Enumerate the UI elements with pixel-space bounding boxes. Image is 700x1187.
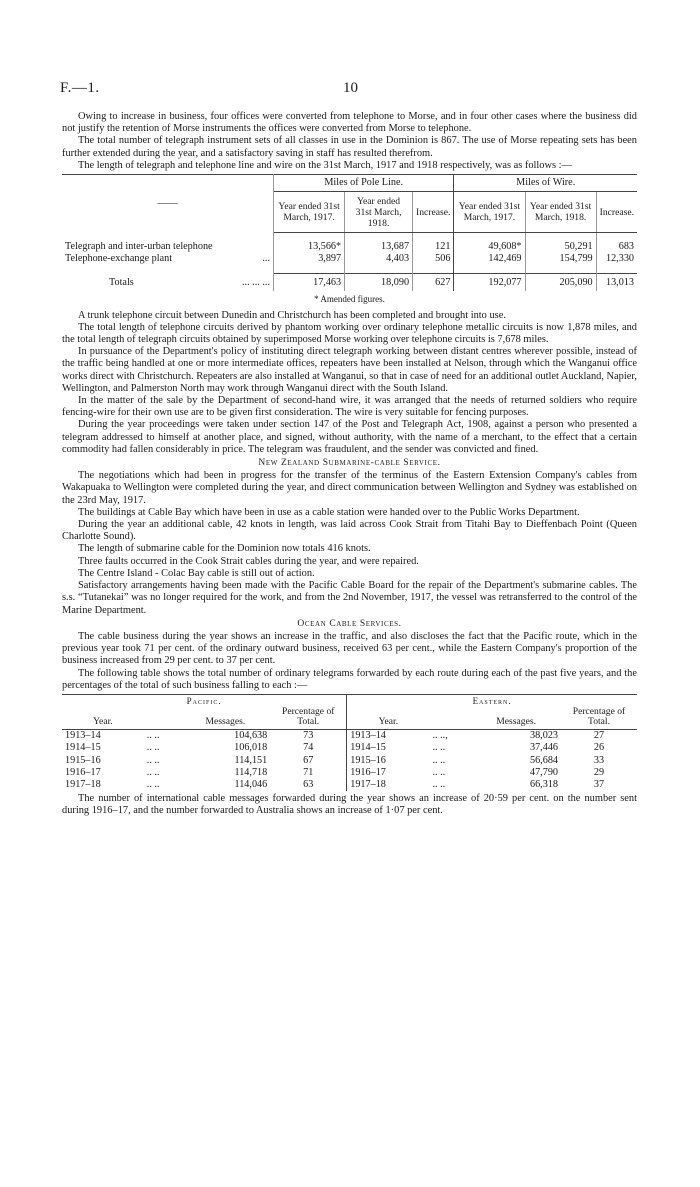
table-cell: 114,046 <box>234 778 268 790</box>
table-cell: 74 <box>270 742 347 754</box>
eastern-heading: Eastern. <box>347 694 637 707</box>
col-wire-1917: Year ended 31st March, 1917. <box>454 192 525 233</box>
col-percentage: Percentage of Total. <box>561 707 637 730</box>
table-cell: 63 <box>270 779 347 791</box>
table-cell: 37,446 <box>529 742 558 754</box>
table-cell: 18,090 <box>345 274 413 292</box>
table-cell: 106,018 <box>234 742 268 754</box>
col-wire-increase: Increase. <box>596 192 637 233</box>
paragraph: The cable business during the year shows an increase in the traffic, and also discloses the fact that the Pacific route, which in the previous year took 71 per cent. of the ordinary outward business, received 63 per cent., while the Eastern Company's proportion of the business increased from 29 per cent. to 37 per cent. <box>62 630 637 667</box>
paragraph: The buildings at Cable Bay which have been in use as a cable station were handed over to the Public Works Department. <box>78 506 580 518</box>
table-cell: 104,638 <box>234 730 268 742</box>
leader-dots: .. .. <box>432 742 446 754</box>
page-number: 10 <box>343 80 358 96</box>
table-cell: 3,897 <box>274 253 345 265</box>
table-row <box>62 241 637 253</box>
paragraph: The Centre Island - Colac Bay cable is still out of action. <box>78 567 315 579</box>
paragraph: In pursuance of the Department's policy of instituting direct telegraph working between distant centres wherever possible, instead of the traffic being handled at one or more intermediate offices, repeaters have been installed at Nelson, through which the Wanganui office works direct with Christchurch. Repeaters are also installed at Wanganui, so that in case of need for an additional outlet Auckland, Napier, Wellington, and Palmerston North may work through Wanganui direct with the South Island. <box>62 346 637 394</box>
table-cell: 506 <box>413 253 454 265</box>
paragraph: The number of international cable messages forwarded during the year shows an increase of 20·59 per cent. on the number sent during 1916–17, and the number forwarded to Australia shows an increase of 1·07 per cent. <box>62 793 637 817</box>
table-cell: 27 <box>593 730 605 742</box>
section-heading-nz-submarine: New Zealand Submarine-cable Service. <box>258 458 441 469</box>
table-cell: 683 <box>618 241 634 253</box>
table-cell: 192,077 <box>454 274 525 292</box>
row-label: Telephone-exchange plant <box>65 253 173 265</box>
col-pole-1918: Year ended 31st March, 1918. <box>345 192 413 233</box>
section-heading-ocean-cable: Ocean Cable Services. <box>297 618 402 629</box>
paragraph: During the year an additional cable, 42 knots in length, was laid across Cook Strait from Titahi Bay to Dieffenbach Point (Queen Charlotte Sound). <box>62 519 637 543</box>
table-row <box>62 742 637 754</box>
table-cell: 154,799 <box>525 253 596 265</box>
table-row <box>62 253 637 265</box>
table-cell: 13,566* <box>274 241 345 253</box>
table-cell: 627 <box>413 274 454 292</box>
leader-dots: .. .., <box>432 730 448 742</box>
paragraph: Owing to increase in business, four offices were converted from telephone to Morse, and in four other cases where the business did not justify the retention of Morse instruments the offices were converted from Morse to telephone. <box>62 111 637 135</box>
table-cell: 1917–18 <box>350 778 386 790</box>
leader-dots: .. .. <box>146 730 160 742</box>
paragraph: The total number of telegraph instrument sets of all classes in use in the Dominion is 867. The use of Morse repeating sets has been further extended during the year, and a satisfactory saving in staff has resulted therefrom. <box>62 135 637 159</box>
table-cell: 26 <box>593 742 605 754</box>
col-percentage: Percentage of Total. <box>270 707 347 730</box>
row-leader: ... <box>262 253 270 265</box>
wire-group-header: Miles of Wire. <box>454 175 637 192</box>
table-cell: 1917–18 <box>65 778 101 790</box>
col-year: Year. <box>347 707 430 730</box>
totals-label: Totals <box>109 276 134 288</box>
row-leader: ... ... ... <box>241 276 270 288</box>
blank-header: —— <box>62 175 274 233</box>
table-row <box>62 755 637 767</box>
table-cell: 1914–15 <box>65 742 101 754</box>
table-cell: 73 <box>270 730 347 743</box>
table-footnote: * Amended figures. <box>314 294 385 305</box>
leader-dots: .. .. <box>432 766 446 778</box>
paragraph: The following table shows the total number of ordinary telegrams forwarded by each route during each of the past five years, and the percentages of the total of such business falling to each :— <box>62 667 637 691</box>
paragraph: The negotiations which had been in progress for the transfer of the terminus of the Eastern Extension Company's cables from Wakapuaka to Wellington were completed during the year, and direct communication between Wellington and Sydney was established on the 23rd May, 1917. <box>62 470 637 506</box>
table-cell: 4,403 <box>345 253 413 265</box>
table-cell: 37 <box>593 778 605 790</box>
leader-dots: .. .. <box>432 754 446 766</box>
table-row <box>62 779 637 791</box>
table-cell: 13,687 <box>345 241 413 253</box>
table-cell: 29 <box>593 766 605 778</box>
table-cell: 1916–17 <box>350 766 386 778</box>
line-and-wire-table <box>62 174 637 291</box>
table-cell: 114,718 <box>234 766 268 778</box>
table-cell: 33 <box>593 754 605 766</box>
paragraph: A trunk telephone circuit between Dunedin and Christchurch has been completed and brought into use. <box>78 309 506 321</box>
table-cell: 50,291 <box>525 241 596 253</box>
cable-route-table <box>62 694 637 791</box>
table-cell: 71 <box>270 767 347 779</box>
col-pole-1917: Year ended 31st March, 1917. <box>274 192 345 233</box>
leader-dots: .. .. <box>146 766 160 778</box>
table-cell: 1916–17 <box>65 766 101 778</box>
col-wire-1918: Year ended 31st March, 1918. <box>525 192 596 233</box>
col-year: Year. <box>62 707 144 730</box>
table-row <box>62 767 637 779</box>
table-cell: 67 <box>270 755 347 767</box>
page-body <box>62 111 637 818</box>
row-label: Telegraph and inter-urban telephone <box>65 241 213 253</box>
paragraph: During the year proceedings were taken under section 147 of the Post and Telegraph Act, 1908, against a person who presented a telegram addressed to himself at another place, and signed, without authority, with the name of a merchant, to the effect that a certain commodity had fallen considerably in price. The telegram was fraudulent, and the sender was convicted and fined. <box>62 419 637 455</box>
paragraph: In the matter of the sale by the Department of second-hand wire, it was arranged that the needs of returned soldiers who require fencing-wire for their own use are to be given first consideration. The wire is very suitable for fencing purposes. <box>62 395 637 419</box>
col-messages: Messages. <box>181 707 271 730</box>
report-reference: F.—1. <box>60 80 100 96</box>
table-cell: 1913–14 <box>350 730 386 742</box>
table-cell: 17,463 <box>274 274 345 292</box>
pole-line-group-header: Miles of Pole Line. <box>274 175 454 192</box>
table-cell: 13,013 <box>596 274 637 292</box>
col-pole-increase: Increase. <box>413 192 454 233</box>
table-cell: 1914–15 <box>350 742 386 754</box>
leader-dots: .. .. <box>146 778 160 790</box>
table-cell: 121 <box>413 241 454 253</box>
totals-row <box>62 274 637 292</box>
table-cell: 49,608* <box>454 241 525 253</box>
paragraph: Satisfactory arrangements having been made with the Pacific Cable Board for the repair of the Department's submarine cables. The s.s. “Tutanekai” was no longer required for the work, and from the 2nd November, 1917, the vessel was retransferred to the control of the Marine Department. <box>62 580 637 616</box>
table-cell: 205,090 <box>525 274 596 292</box>
leader-dots: .. .. <box>432 778 446 790</box>
leader-dots: .. .. <box>146 742 160 754</box>
col-messages: Messages. <box>471 707 561 730</box>
table-cell: 66,318 <box>529 778 558 790</box>
table-cell: 1915–16 <box>65 754 101 766</box>
table-cell: 114,151 <box>234 754 268 766</box>
pacific-heading: Pacific. <box>62 694 347 707</box>
table-cell: 56,684 <box>529 754 558 766</box>
table-cell: 12,330 <box>605 253 634 265</box>
table-cell: 1915–16 <box>350 754 386 766</box>
table-cell: 47,790 <box>529 766 558 778</box>
table-cell: 1913–14 <box>65 730 101 742</box>
table-row <box>62 730 637 743</box>
leader-dots: .. .. <box>146 754 160 766</box>
table-cell: 38,023 <box>529 730 558 742</box>
paragraph: Three faults occurred in the Cook Strait cables during the year, and were repaired. <box>78 555 419 567</box>
paragraph: The length of telegraph and telephone line and wire on the 31st March, 1917 and 1918 respectively, was as follows :— <box>78 159 572 171</box>
paragraph: The length of submarine cable for the Dominion now totals 416 knots. <box>78 543 371 555</box>
table-cell: 142,469 <box>454 253 525 265</box>
paragraph: The total length of telephone circuits derived by phantom working over ordinary telephone metallic circuits is now 1,878 miles, and the total length of telegraph circuits obtained by superimposed Morse working over telephone circuits is 7,678 miles. <box>62 321 637 346</box>
